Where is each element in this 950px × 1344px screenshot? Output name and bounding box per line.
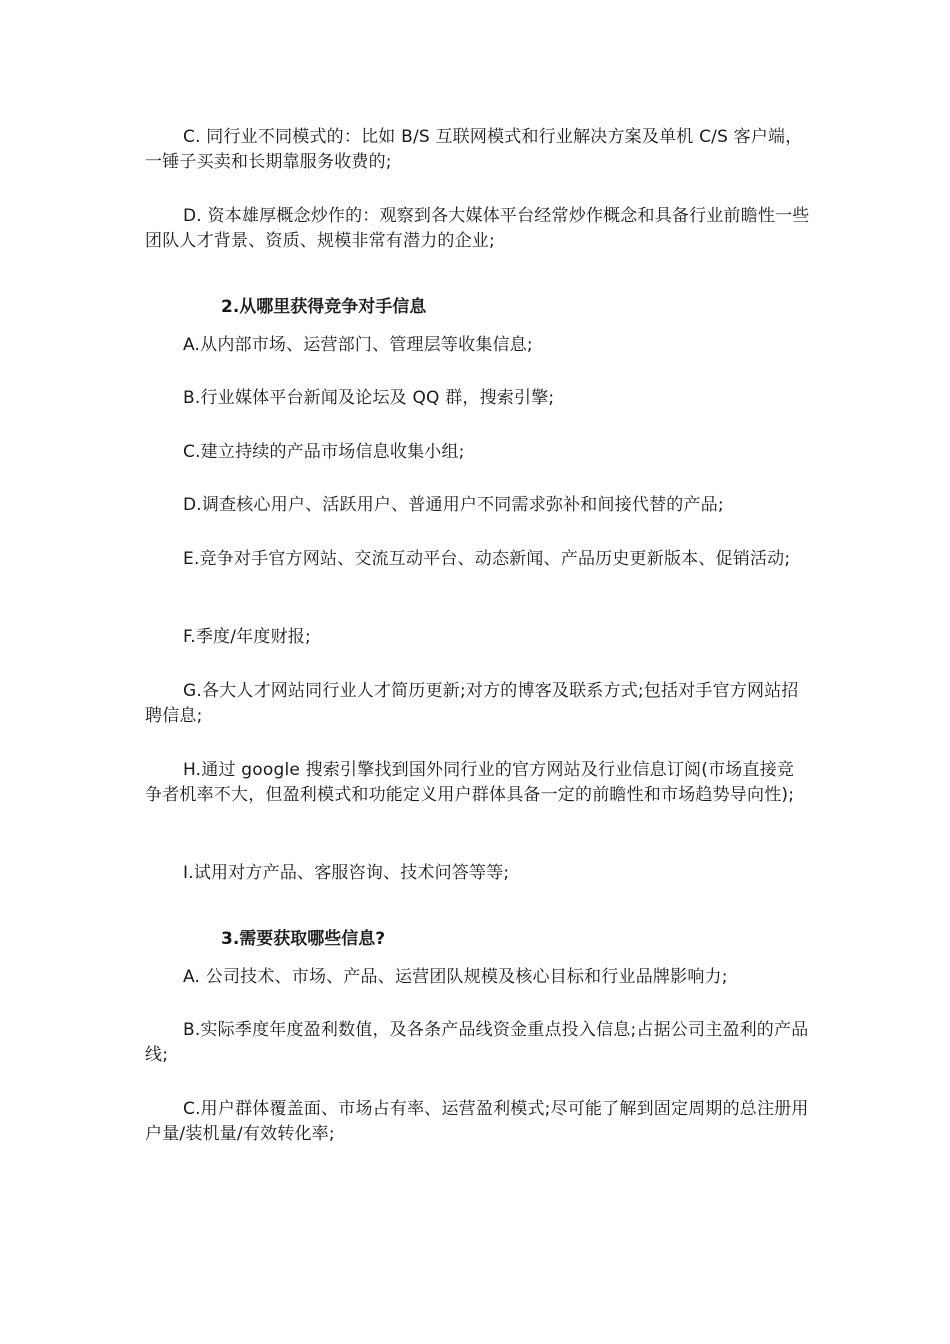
paragraph-2e: E.竞争对手官方网站、交流互动平台、动态新闻、产品历史更新版本、促销活动; xyxy=(183,549,791,569)
section-heading-2: 2.从哪里获得竞争对手信息 xyxy=(221,297,427,317)
paragraph-1c: C. 同行业不同模式的：比如 B/S 互联网模式和行业解决方案及单机 C/S 客户端，一锤子买卖和长期靠服务收费的; xyxy=(145,127,803,172)
section-heading-3: 3.需要获取哪些信息? xyxy=(221,929,386,949)
paragraph-2f: F.季度/年度财报; xyxy=(183,627,311,647)
paragraph-3c: C.用户群体覆盖面、市场占有率、运营盈利模式;尽可能了解到固定周期的总注册用户量/装机量/有效转化率; xyxy=(145,1099,809,1144)
paragraph-2c: C.建立持续的产品市场信息收集小组; xyxy=(183,442,465,462)
paragraph-2a: A.从内部市场、运营部门、管理层等收集信息; xyxy=(183,335,533,355)
paragraph-2d: D.调查核心用户、活跃用户、普通用户不同需求弥补和间接代替的产品; xyxy=(183,495,724,515)
paragraph-2g: G.各大人才网站同行业人才简历更新;对方的博客及联系方式;包括对手官方网站招聘信息; xyxy=(145,681,799,726)
paragraph-2b: B.行业媒体平台新闻及论坛及 QQ 群，搜索引擎; xyxy=(183,388,555,408)
paragraph-3a: A. 公司技术、市场、产品、运营团队规模及核心目标和行业品牌影响力; xyxy=(183,967,728,987)
paragraph-3b: B.实际季度年度盈利数值，及各条产品线资金重点投入信息;占据公司主盈利的产品线; xyxy=(145,1020,809,1065)
paragraph-2h: H.通过 google 搜索引擎找到国外同行业的官方网站及行业信息订阅(市场直接竞争者机率不大，但盈利模式和功能定义用户群体具备一定的前瞻性和市场趋势导向性); xyxy=(145,760,795,805)
paragraph-2i: I.试用对方产品、客服咨询、技术问答等等; xyxy=(183,863,510,883)
paragraph-1d: D. 资本雄厚概念炒作的：观察到各大媒体平台经常炒作概念和具备行业前瞻性一些团队人才背景、资质、规模非常有潜力的企业; xyxy=(145,206,810,251)
